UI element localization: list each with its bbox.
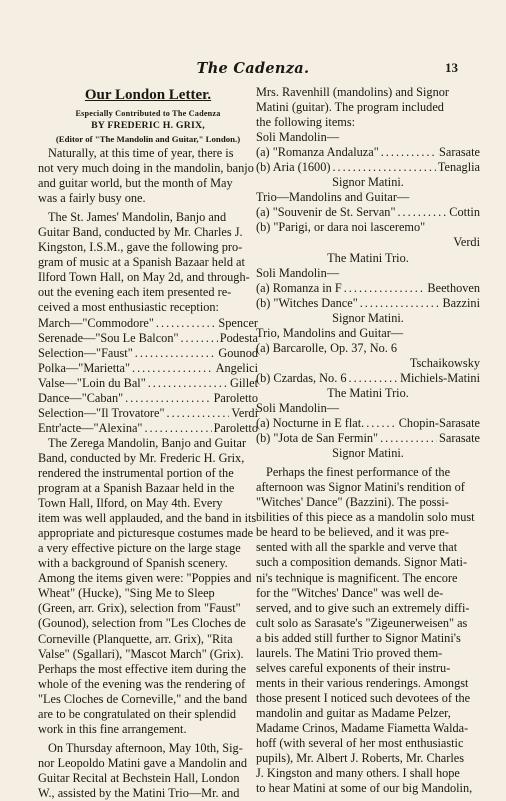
text-line: laurels. The Matini Trio proved them-	[256, 645, 443, 660]
text-line: Town Hall, Ilford, on May 4th. Every	[38, 496, 223, 511]
left-column	[38, 85, 258, 801]
text-line: Corneville (Planquette, arr. Grix), "Rita	[38, 631, 233, 646]
section-heading: Soli Mandolin—	[256, 400, 340, 415]
paragraph-2	[38, 210, 258, 315]
performer: Signor Matini.	[332, 175, 404, 190]
text-line: (Gounod), selection from "Les Cloches de	[38, 616, 246, 631]
text-line: Ilford Town Hall, on May 2d, and through-	[38, 270, 250, 285]
text-line: "Les Cloches de Corneville," and the band	[38, 691, 248, 706]
text-line: such a composition demands. Signor Mati-	[256, 555, 468, 570]
text-line: ni's technique is magnificent. The encore	[256, 570, 458, 585]
text-line: W., assisted by the Matini Trio—Mr. and	[38, 785, 240, 800]
program-item: Valse—"Loin du Bal" ..... Gillet	[38, 376, 258, 391]
program-item: (b) Aria (1600) ..... Tenaglia	[256, 160, 480, 175]
program-item: (b) Czardas, No. 6 ..... Michiels-Matini	[256, 371, 480, 386]
text-line: pupils), Mr. Albert J. Roberts, Mr. Charles	[256, 751, 465, 766]
text-line: cult solo as Sarasate's "Zigeunerweisen" as	[256, 615, 468, 630]
article-subtitle: Especially Contributed to The Cadenza	[75, 109, 221, 118]
text-line: the following items:	[256, 115, 356, 130]
program-item: (a) "Romanza Andaluza" ..... Sarasate	[256, 145, 480, 160]
text-line: work in this fine arrangement.	[38, 721, 187, 736]
text-line: and guitar world, but the month of May	[38, 176, 233, 191]
program-item: Entr'acte—"Alexina" ..... Paroletto	[38, 421, 258, 436]
program-item: (b) "Witches Dance" ..... Bazzini	[256, 296, 480, 311]
program-item: Serenade—"Sou Le Balcon" ..... Podesta	[38, 331, 258, 346]
program-item: March—"Commodore" ..... Spencer	[38, 316, 258, 331]
text-line: Kingston, I.S.M., gave the following pro-	[38, 240, 243, 255]
text-line: Naturally, at this time of year, there is	[48, 146, 234, 160]
page-number: 13	[445, 60, 458, 75]
section-heading: Trio, Mandolins and Guitar—	[256, 325, 404, 340]
text-line: The Zerega Mandolin, Banjo and Guitar	[48, 435, 247, 450]
performer: The Matini Trio.	[327, 385, 409, 400]
text-line: a very effective picture on the large stage	[38, 541, 241, 556]
text-line: mandolin and guitar as Madame Pelzer,	[256, 705, 451, 720]
text-line: gram of music at a Spanish Bazaar held at	[38, 255, 245, 270]
program-item: Selection—"Faust" ..... Gounod	[38, 346, 258, 361]
section-heading: Soli Mandolin—	[256, 130, 340, 145]
program-item: (a) Romanza in F ..... Beethoven	[256, 281, 480, 296]
program-item: Polka—"Marietta" ..... Angelici	[38, 361, 258, 376]
text-line: appropriate and picturesque costumes made	[38, 526, 254, 541]
program-item: Dance—"Caban" ..... Paroletto	[38, 391, 258, 406]
text-line: On Thursday afternoon, May 10th, Sig-	[48, 740, 243, 755]
text-line: whole of the evening was the rendering of	[38, 676, 246, 691]
text-line: be heard to be believed, and it was pre-	[256, 525, 449, 540]
text-line: Madame Crinos, Madame Fiametta Walda-	[256, 720, 469, 735]
text-line: a bis added still further to Signor Matini's	[256, 630, 461, 645]
composer: Verdi	[453, 235, 480, 250]
section-heading: Soli Mandolin—	[256, 265, 340, 280]
program-item: (a) Barcarolle, Op. 37, No. 6	[256, 340, 398, 355]
text-line: Mrs. Ravenhill (mandolins) and Signor	[256, 85, 449, 99]
program-item: (b) "Parigi, or dara noi lasceremo"	[256, 220, 426, 235]
paragraph-final	[256, 465, 480, 796]
text-line: program at a Spanish Bazaar held in the	[38, 481, 235, 496]
text-line: The St. James' Mandolin, Banjo and	[48, 210, 227, 225]
text-line: sented with all the sparkle and verve that	[256, 540, 458, 555]
paragraph-4	[38, 741, 258, 801]
program-item: (a) Nocturne in E flat. ..... Chopin-Sarasate	[256, 416, 480, 431]
byline: BY FREDERIC H. GRIX,	[91, 120, 205, 131]
text-line: Matini (guitar). The program included	[256, 100, 444, 115]
text-line: those present I noticed such devotees of the	[256, 690, 471, 705]
text-line: selves careful exponents of their instru-	[256, 660, 451, 675]
text-line: not very much doing in the mandolin, banjo	[38, 161, 254, 176]
text-line: ments in their various renderings. Amongst	[256, 675, 469, 690]
text-line: rendered the instrumental portion of the	[38, 465, 234, 480]
text-line: hoff (with several of her most enthusiastic	[256, 736, 464, 751]
paragraph-1	[38, 146, 258, 206]
text-line: item was well applauded, and the band in its	[38, 511, 257, 526]
performer: Signor Matini.	[332, 446, 404, 461]
text-line: Guitar Band, conducted by Mr. Charles J.	[38, 225, 243, 240]
paragraph-3	[38, 436, 258, 737]
text-line: J. Kingston and many others. I shall hope	[256, 766, 460, 781]
text-line: Perhaps the most effective item during the	[38, 661, 247, 676]
text-line: to hear Matini at some of our big Mandolin,	[256, 781, 473, 796]
program-item: (b) "Jota de San Fermin" ..... Sarasate	[256, 431, 480, 446]
program-item: (a) "Souvenir de St. Servan" ..... Cottin	[256, 205, 480, 220]
performer: The Matini Trio.	[327, 250, 409, 265]
text-line: are to be congratulated on their splendid	[38, 706, 237, 721]
section-heading: Trio—Mandolins and Guitar—	[256, 190, 410, 205]
text-line: (Green, arr. Grix), selection from "Faust"	[38, 601, 241, 616]
text-line: with a background of Spanish scenery.	[38, 556, 228, 571]
text-line: "Witches' Dance" (Bazzini). The possi-	[256, 495, 449, 510]
text-line: Band, conducted by Mr. Frederic H. Grix,	[38, 450, 245, 465]
text-line: out the evening each item presented re-	[38, 285, 232, 300]
running-title: The Cadenza.	[196, 60, 310, 77]
text-line: for the "Witches' Dance" was well de-	[256, 585, 444, 600]
text-line: Among the items given were: "Poppies and	[38, 571, 252, 586]
text-line: bilities of this piece as a mandolin solo must	[256, 510, 475, 525]
text-line: nor Leopoldo Matini gave a Mandolin and	[38, 755, 247, 770]
text-line: Valse" (Sgallari), "Mascot March" (Grix).	[38, 646, 244, 661]
text-line: Guitar Recital at Bechstein Hall, London	[38, 770, 240, 785]
editor-note: (Editor of "The Mandolin and Guitar," London.)	[55, 134, 241, 144]
text-line: was a fairly busy one.	[38, 191, 146, 206]
text-line: afternoon was Signor Matini's rendition of	[256, 480, 465, 495]
text-line: Wheat" (Hucke), "Sing Me to Sleep	[38, 586, 215, 601]
article-title: Our London Letter.	[84, 87, 212, 103]
text-line: Perhaps the finest performance of the	[266, 465, 451, 480]
program-item: Selection—"Il Trovatore" ..... Verdi	[38, 406, 258, 421]
running-head	[0, 60, 506, 82]
right-column	[256, 85, 480, 796]
composer: Tschaikowsky	[409, 355, 480, 370]
performer: Signor Matini.	[332, 310, 404, 325]
text-line: ceived a most enthusiastic reception:	[38, 300, 219, 315]
program-list	[38, 316, 258, 436]
text-line: served, and to give such an extremely diffi-	[256, 600, 470, 615]
